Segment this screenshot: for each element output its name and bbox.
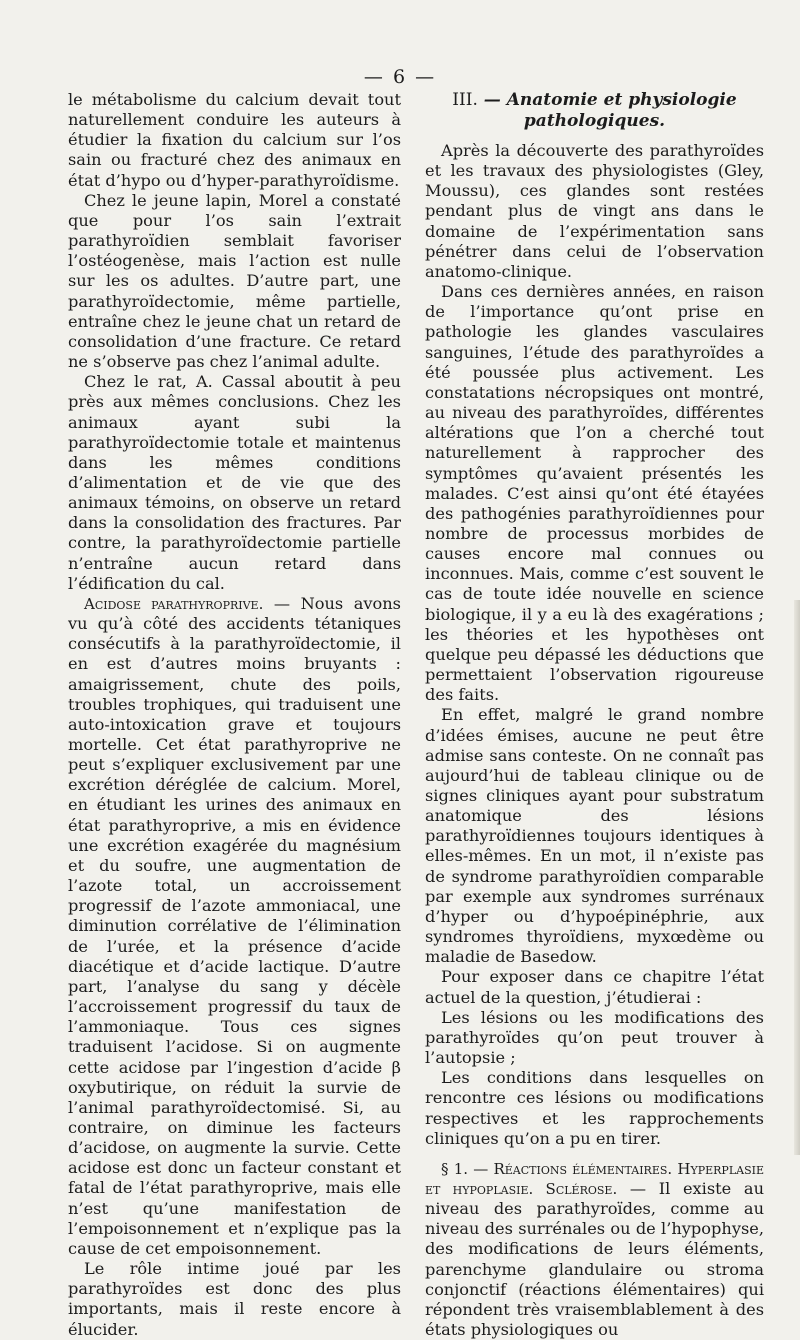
paragraph-heading: Acidose parathyroprive. [84, 594, 264, 613]
section-number: III. [452, 90, 478, 110]
paragraph: Les lésions ou les modifications des parathyroïdes qu’on peut trouver à l’autopsie ; [425, 1007, 764, 1068]
paragraph [68, 594, 401, 1259]
right-column [425, 90, 764, 1340]
paragraph [425, 1159, 764, 1340]
paragraph-text: — Nous avons vu qu’à côté des accidents tétaniques consécutifs à la parathyroïdectomie, il en est d’autres moins bruyants : amaigrissement, chute des poils, troubles trophiques, qui traduisent une auto-intoxication grave et toujours mortelle. Cet état parathyroprive ne peut s’expliquer exclusivement par une excrétion déréglée de calcium. Morel, en étudiant les urines des animaux en état parathyroprive, a mis en évidence une excrétion exagérée du magnésium et du soufre, une augmentation de l’azote total, un accroissement progressif de l’azote ammoniacal, une diminution corrélative de l’élimination de l’urée, et la présence d’acide diacétique et d’acide lactique. D’autre part, l’analyse du sang y décèle l’accroissement progressif du taux de l’ammoniaque. Tous ces signes traduisent l’acidose. Si on augmente cette acidose par l’ingestion d’acide β oxybutirique, on réduit la survie de l’animal parathyroïdectomisé. Si, au contraire, on diminue les facteurs d’acidose, on augmente la survie. Cette acidose est donc un facteur constant et fatal de l’état parathyroprive, mais elle n’est qu’une manifestation de l’empoisonnement et n’explique pas la cause de cet empoisonnement. [68, 593, 401, 1258]
left-column [68, 90, 401, 1340]
paragraph: Chez le jeune lapin, Morel a constaté que pour l’os sain l’extrait parathyroïdien semblait favoriser l’ostéogenèse, mais l’action est nulle sur les os adultes. D’autre part, une parathyroïdectomie, même partielle, entraîne chez le jeune chat un retard de consolidation d’une fracture. Ce retard ne s’observe pas chez l’animal adulte. [68, 190, 401, 372]
paragraph: Chez le rat, A. Cassal aboutit à peu près aux mêmes conclusions. Chez les animaux ayant subi la parathyroïdectomie totale et maintenus dans les mêmes conditions d’alimentation et de vie que des animaux témoins, on observe un retard dans la consolidation des fractures. Par contre, la parathyroïdectomie partielle n’entraîne aucun retard dans l’édification du cal. [68, 372, 401, 593]
paragraph: En effet, malgré le grand nombre d’idées émises, aucune ne peut être admise sans conteste. On ne connaît pas aujourd’hui de tableau clinique ou de signes cliniques ayant pour substratum anatomique des lésions parathyroïdiennes toujours identiques à elles-mêmes. En un mot, il n’existe pas de syndrome parathyroïdien comparable par exemple aux syndromes surrénaux d’hyper ou d’hypoépinéphrie, aux syndromes thyroïdiens, myxœdème ou maladie de Basedow. [425, 705, 764, 967]
page-number: — 6 — [363, 66, 437, 88]
paragraph: Les conditions dans lesquelles on rencontre ces lésions ou modifications respectives et les rapprochements cliniques qu’on a pu en tirer. [425, 1068, 764, 1148]
paragraph: Pour exposer dans ce chapitre l’état actuel de la question, j’étudierai : [425, 967, 764, 1007]
paragraph-heading: § 1. — Réactions élémentaires. Hyperplasie et hypoplasie. Sclérose. [425, 1159, 764, 1198]
section-title: — Anatomie et physiologie pathologiques. [483, 90, 737, 131]
page-edge-shadow [794, 600, 800, 1155]
paragraph-text: — Il existe au niveau des parathyroïdes, comme au niveau des surrénales ou de l’hypophyse, des modifications de leurs éléments, parenchyme glandulaire ou stroma conjonctif (réactions élémentaires) qui répondent très vraisemblablement à des états physiologiques ou [425, 1178, 764, 1340]
paragraph: Après la découverte des parathyroïdes et les travaux des physiologistes (Gley, Moussu), ces glandes sont restées pendant plus de vingt ans dans le domaine de l’expérimentation sans pénétrer dans celui de l’observation anatomo-clinique. [425, 141, 764, 281]
paragraph: Le rôle intime joué par les parathyroïdes est donc des plus importants, mais il reste encore à élucider. [68, 1259, 401, 1339]
paragraph: Dans ces dernières années, en raison de l’importance qu’ont prise en pathologie les glandes vasculaires sanguines, l’étude des parathyroïdes a été poussée plus activement. Les constatations nécropsiques ont montré, au niveau des parathyroïdes, différentes altérations que l’on a cherché tout naturellement à rapprocher des symptômes qu’avaient présentés les malades. C’est ainsi qu’ont été étayées des pathogénies parathyroïdiennes pour nombre de processus morbides de causes encore mal connues ou inconnues. Mais, comme c’est souvent le cas de toute idée nouvelle en science biologique, il y a eu là des exagérations ; les théories et les hypothèses ont quelque peu dépassé les déductions que permettaient l’observation rigoureuse des faits. [425, 282, 764, 705]
section-heading [425, 90, 764, 132]
paragraph: le métabolisme du calcium devait tout naturellement conduire les auteurs à étudier la fixation du calcium sur l’os sain ou fracturé chez des animaux en état d’hypo ou d’hyper-parathyroïdisme. [68, 90, 401, 190]
